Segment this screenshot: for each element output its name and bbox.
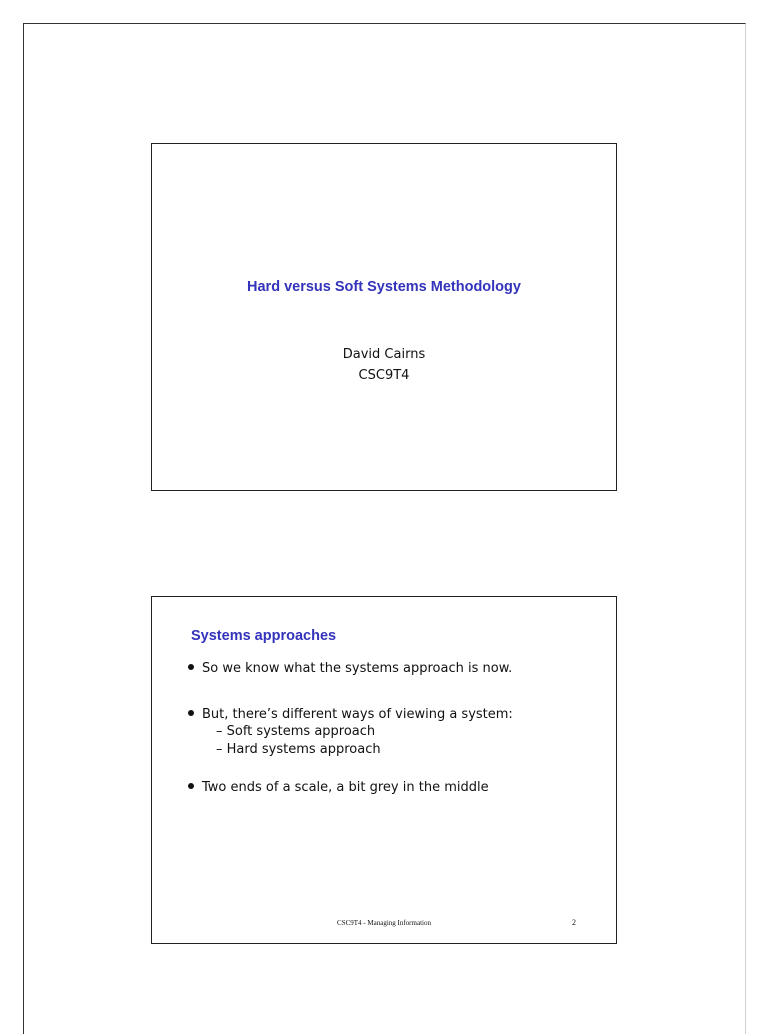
- sub-bullet-item: – Hard systems approach: [216, 742, 381, 757]
- page-number: 2: [572, 918, 576, 927]
- bullet-icon: [188, 664, 194, 670]
- author-name: David Cairns: [342, 347, 426, 362]
- sub-bullet-item: – Soft systems approach: [216, 724, 376, 739]
- bullet-item: [188, 780, 489, 795]
- bullet-icon: [188, 710, 194, 716]
- bullet-item: [188, 707, 513, 722]
- slide-title: Hard versus Soft Systems Methodology: [247, 279, 521, 295]
- title-slide: [151, 143, 617, 491]
- author-block: [152, 344, 616, 386]
- slide-footer: CSC9T4 - Managing Information: [337, 919, 431, 927]
- bullet-text: But, there’s different ways of viewing a system:: [202, 707, 513, 722]
- content-slide: [151, 596, 617, 944]
- bullet-icon: [188, 783, 194, 789]
- bullet-text: Two ends of a scale, a bit grey in the middle: [202, 780, 489, 795]
- bullet-item: [188, 661, 512, 676]
- bullet-text: So we know what the systems approach is now.: [202, 661, 513, 676]
- slide-heading: Systems approaches: [191, 628, 337, 644]
- course-code: CSC9T4: [358, 368, 410, 383]
